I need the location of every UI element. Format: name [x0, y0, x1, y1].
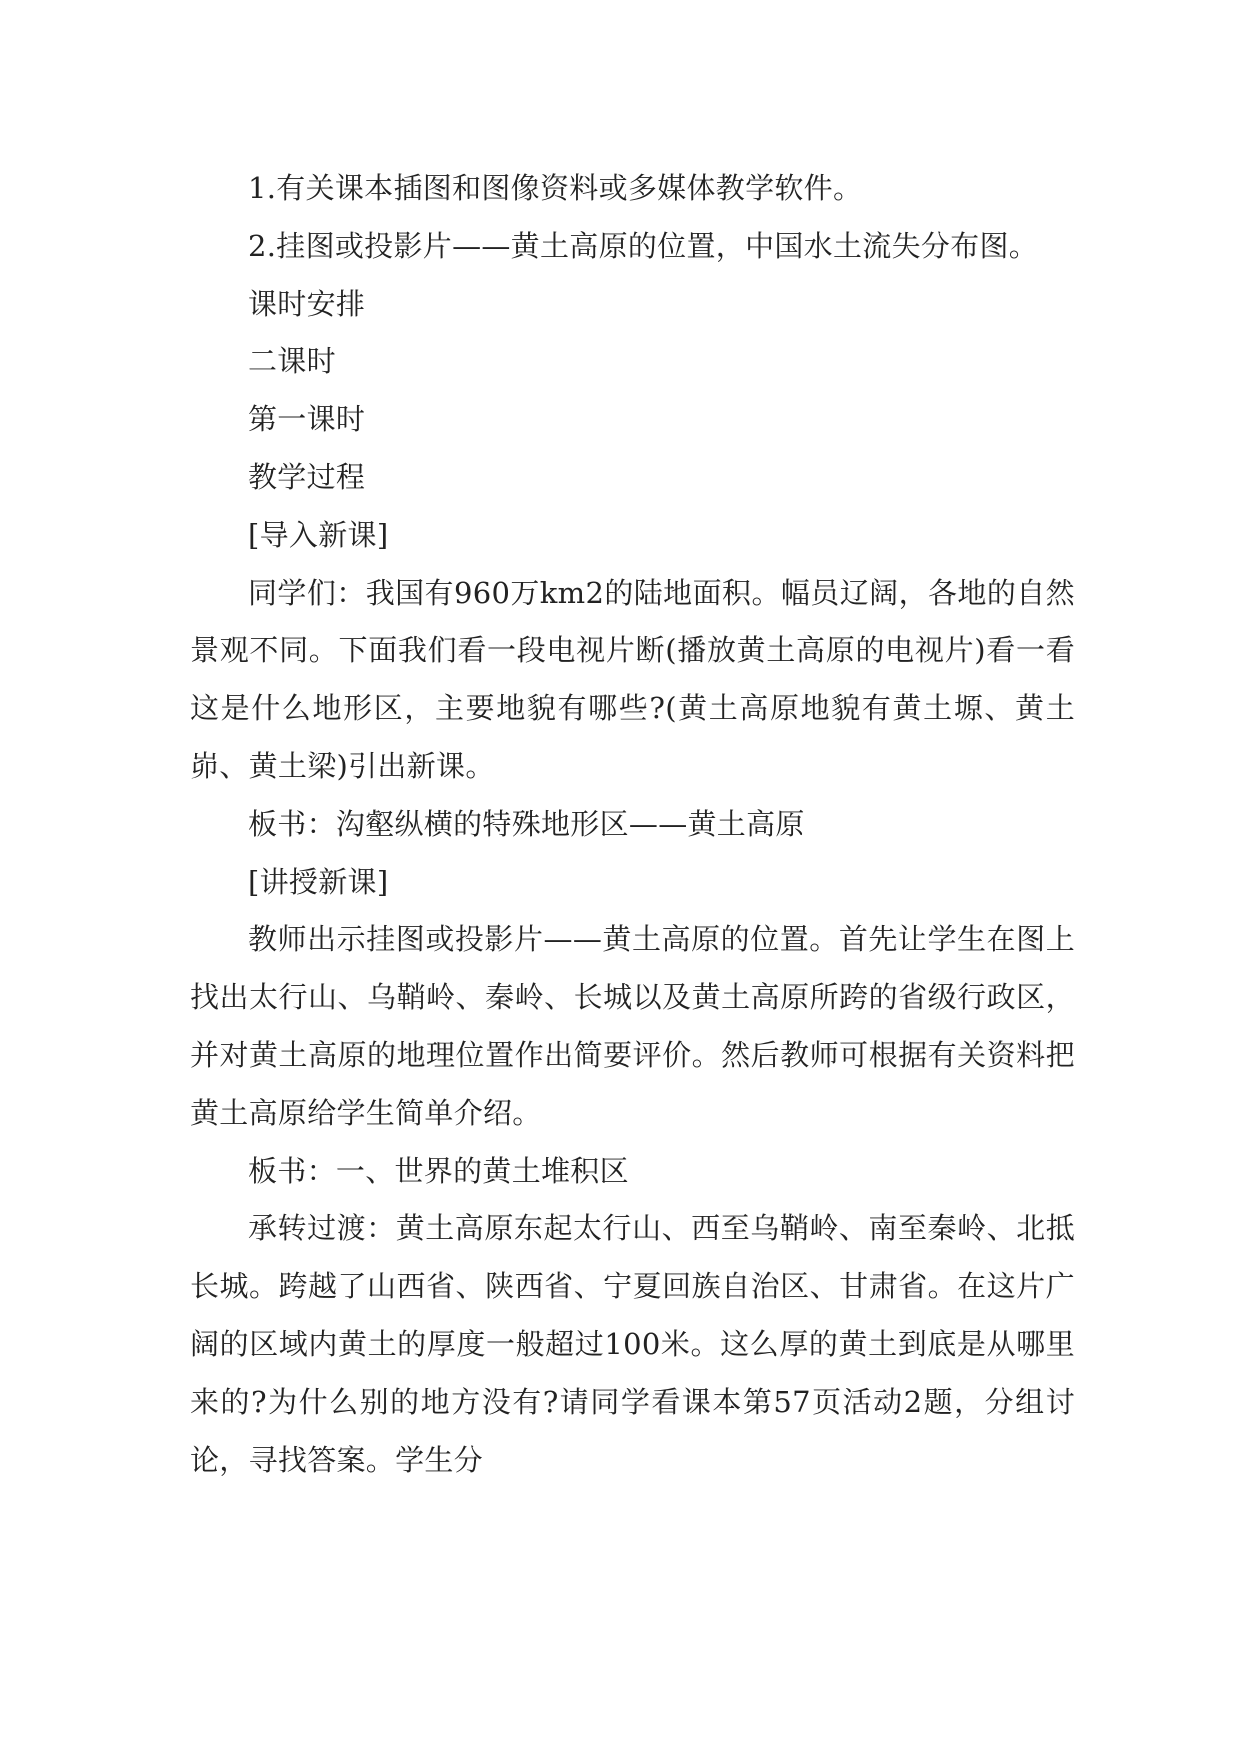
- paragraph-lecture-heading: [讲授新课]: [248, 864, 389, 899]
- paragraph-lesson-one: 第一课时: [248, 402, 366, 437]
- paragraph-intro-text: 同学们：我国有960万km2的陆地面积。幅员辽阔，各地的自然景观不同。下面我们看一段电视片断(播放黄土高原的电视片)看一看这是什么地形区，主要地貌有哪些?(黄土高原地貌有黄土塬、黄土峁、黄土梁)引出新课。: [190, 575, 1075, 783]
- paragraph-materials-1: 1.有关课本插图和图像资料或多媒体教学软件。: [248, 171, 863, 205]
- paragraph-board-section-one: 板书：一、世界的黄土堆积区: [248, 1153, 629, 1188]
- paragraph-board-title: 板书：沟壑纵横的特殊地形区——黄土高原: [248, 806, 805, 841]
- paragraph-materials-2: 2.挂图或投影片——黄土高原的位置，中国水土流失分布图。: [248, 228, 1039, 263]
- paragraph-schedule-value: 二课时: [248, 344, 336, 379]
- document-body: [190, 160, 1075, 1489]
- paragraph-transition-text: 承转过渡：黄土高原东起太行山、西至乌鞘岭、南至秦岭、北抵长城。跨越了山西省、陕西省、宁夏回族自治区、甘肃省。在这片广阔的区域内黄土的厚度一般超过100米。这么厚的黄土到底是从哪里来的?为什么别的地方没有?请同学看课本第57页活动2题，分组讨论，寻找答案。学生分: [190, 1211, 1075, 1477]
- paragraph-schedule-heading: 课时安排: [248, 286, 366, 321]
- paragraph-process-heading: 教学过程: [248, 459, 366, 494]
- paragraph-intro-heading: [导入新课]: [248, 517, 389, 552]
- paragraph-lecture-text: 教师出示挂图或投影片——黄土高原的位置。首先让学生在图上找出太行山、乌鞘岭、秦岭、长城以及黄土高原所跨的省级行政区，并对黄土高原的地理位置作出简要评价。然后教师可根据有关资料把黄土高原给学生简单介绍。: [190, 922, 1075, 1130]
